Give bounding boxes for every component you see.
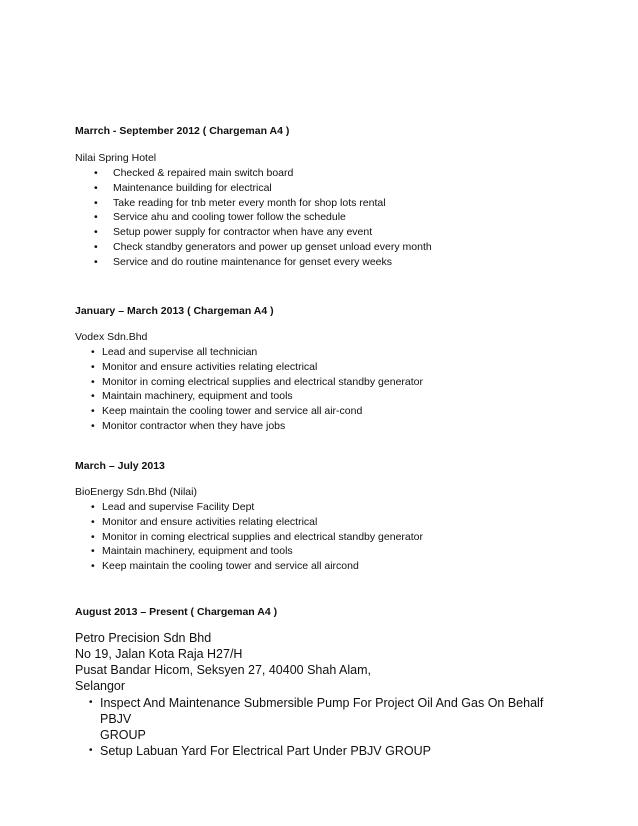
bullet-icon: • — [94, 255, 98, 268]
bullet-icon: • — [94, 240, 98, 253]
list-item: • Lead and supervise all technician — [91, 346, 258, 358]
bullet-icon: • — [91, 390, 95, 403]
duty-list — [75, 345, 575, 434]
job-section-2 — [75, 304, 575, 434]
bullet-icon: • — [91, 560, 95, 573]
job-heading: January – March 2013 ( Chargeman A4 ) — [75, 305, 274, 317]
company-name: Vodex Sdn.Bhd — [75, 331, 148, 343]
company-name: Nilai Spring Hotel — [75, 152, 157, 164]
list-item: • Maintenance building for electrical — [94, 181, 272, 194]
bullet-icon: • — [91, 419, 95, 432]
bullet-icon: • — [91, 501, 95, 513]
bullet-icon: • — [91, 545, 95, 558]
list-item: • Monitor and ensure activities relating electrical — [91, 515, 318, 528]
job-section-4 — [75, 605, 555, 759]
company-name: BioEnergy Sdn.Bhd (Nilai) — [75, 486, 197, 498]
bullet-icon: • — [91, 346, 95, 358]
company-address — [75, 630, 555, 694]
bullet-icon: • — [89, 697, 93, 708]
list-item: • Take reading for tnb meter every month for shop lots rental — [94, 196, 386, 209]
list-item: • Monitor in coming electrical supplies and electrical standby generator — [91, 375, 423, 388]
address-line: Pusat Bandar Hicom, Seksyen 27, 40400 Shah Alam, — [75, 663, 372, 677]
bullet-icon: • — [94, 181, 98, 194]
list-item: • Lead and supervise Facility Dept — [91, 501, 255, 513]
list-item: • Check standby generators and power up genset unload every month — [94, 240, 432, 253]
job-heading: Marrch - September 2012 ( Chargeman A4 ) — [75, 125, 290, 137]
list-item: • Setup Labuan Yard For Electrical Part Under PBJV GROUP — [89, 744, 431, 758]
duty-list — [75, 500, 575, 574]
list-item: • Maintain machinery, equipment and tools — [91, 545, 293, 558]
bullet-icon: • — [89, 745, 93, 756]
list-item: • Inspect And Maintenance Submersible Pump For Project Oil And Gas On Behalf PBJV GROUP — [75, 695, 555, 743]
bullet-icon: • — [91, 405, 95, 418]
list-item: • Keep maintain the cooling tower and service all aircond — [91, 560, 359, 573]
job-heading: March – July 2013 — [75, 460, 165, 472]
duty-list — [75, 695, 555, 759]
list-item-continuation: GROUP — [100, 728, 146, 742]
list-item: • Checked & repaired main switch board — [94, 167, 294, 179]
list-item: • Setup power supply for contractor when have any event — [94, 226, 373, 239]
bullet-icon: • — [94, 167, 98, 179]
company-name: Petro Precision Sdn Bhd — [75, 631, 212, 645]
job-section-1 — [75, 124, 575, 270]
address-line: No 19, Jalan Kota Raja H27/H — [75, 647, 243, 661]
job-section-3 — [75, 459, 575, 574]
bullet-icon: • — [91, 515, 95, 528]
list-item: • Service and do routine maintenance for genset every weeks — [94, 255, 392, 268]
list-item: • Monitor in coming electrical supplies and electrical standby generator — [91, 530, 423, 543]
job-heading: August 2013 – Present ( Chargeman A4 ) — [75, 606, 278, 618]
bullet-icon: • — [91, 530, 95, 543]
bullet-icon: • — [91, 360, 95, 373]
list-item: • Monitor and ensure activities relating electrical — [91, 360, 318, 373]
bullet-icon: • — [94, 196, 98, 209]
bullet-icon: • — [94, 211, 98, 224]
bullet-icon: • — [94, 226, 98, 239]
list-item: • Monitor contractor when they have jobs — [91, 419, 286, 432]
list-item: • Maintain machinery, equipment and tools — [91, 390, 293, 403]
address-line: Selangor — [75, 679, 126, 693]
duty-list — [75, 166, 575, 270]
list-item: • Service ahu and cooling tower follow the schedule — [94, 211, 346, 224]
bullet-icon: • — [91, 375, 95, 388]
list-item: • Keep maintain the cooling tower and service all air-cond — [91, 405, 363, 418]
